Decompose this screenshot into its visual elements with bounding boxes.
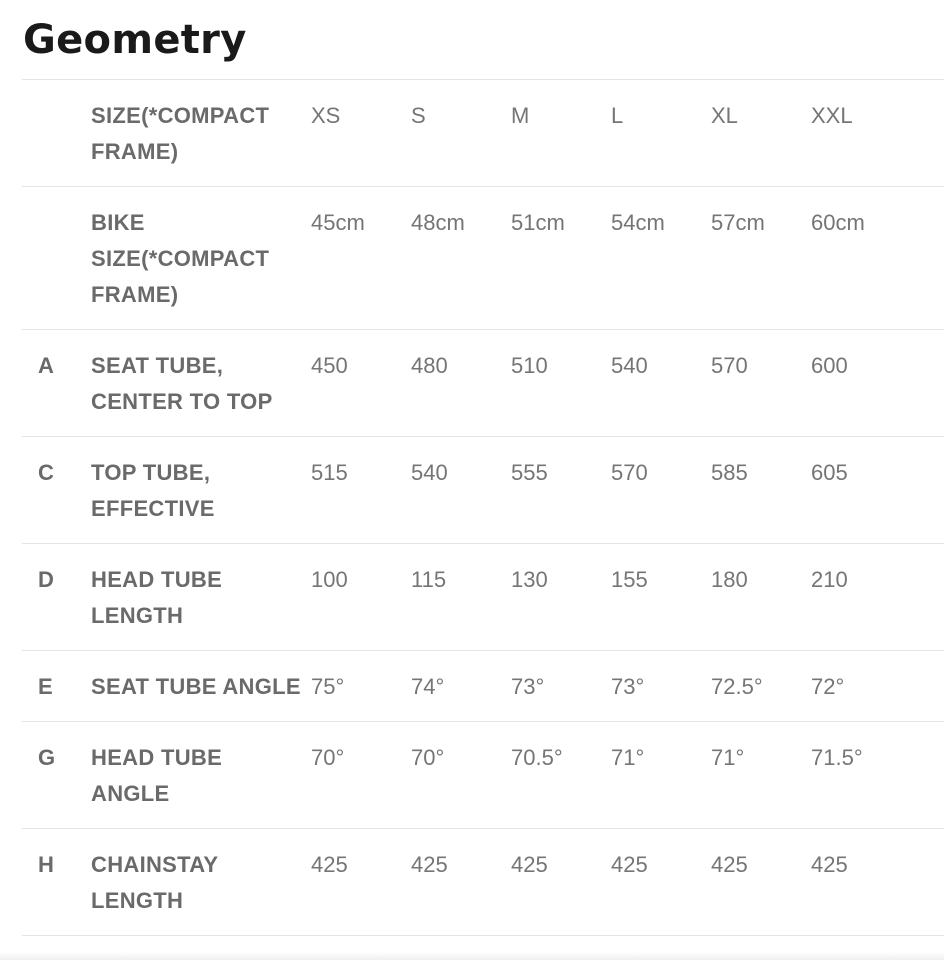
size-s-cell: S bbox=[411, 103, 426, 128]
size-xs-cell: 425 bbox=[311, 852, 348, 877]
size-xs-cell: 100 bbox=[311, 567, 348, 592]
row-label: SEAT TUBE, CENTER TO TOP bbox=[91, 353, 273, 414]
row-letter bbox=[22, 80, 91, 187]
size-m-cell: 51cm bbox=[511, 210, 565, 235]
spacer-cell bbox=[911, 651, 944, 722]
size-s-cell: 425 bbox=[411, 852, 448, 877]
size-m-cell: M bbox=[511, 103, 530, 128]
spacer-cell bbox=[911, 829, 944, 936]
size-s-cell: 70° bbox=[411, 745, 445, 770]
table-row bbox=[22, 330, 944, 437]
page-title: Geometry bbox=[23, 17, 247, 63]
size-xl-cell: 570 bbox=[711, 353, 748, 378]
row-letter: A bbox=[38, 353, 54, 378]
size-xl-cell: 57cm bbox=[711, 210, 765, 235]
geometry-table-body bbox=[22, 80, 944, 936]
size-l-cell: L bbox=[611, 103, 624, 128]
size-xxl-cell: 60cm bbox=[811, 210, 865, 235]
table-row bbox=[22, 187, 944, 330]
row-letter: D bbox=[38, 567, 54, 592]
size-xs-cell: 515 bbox=[311, 460, 348, 485]
size-l-cell: 570 bbox=[611, 460, 648, 485]
size-m-cell: 70.5° bbox=[511, 745, 563, 770]
size-s-cell: 48cm bbox=[411, 210, 465, 235]
size-m-cell: 555 bbox=[511, 460, 548, 485]
spacer-cell bbox=[911, 187, 944, 330]
row-letter: H bbox=[38, 852, 54, 877]
spacer-cell bbox=[911, 330, 944, 437]
size-xs-cell: 45cm bbox=[311, 210, 365, 235]
size-xl-cell: 425 bbox=[711, 852, 748, 877]
size-s-cell: 74° bbox=[411, 674, 445, 699]
size-m-cell: 73° bbox=[511, 674, 545, 699]
size-s-cell: 115 bbox=[411, 567, 447, 592]
table-row bbox=[22, 829, 944, 936]
table-row bbox=[22, 80, 944, 187]
row-letter: G bbox=[38, 745, 56, 770]
size-l-cell: 73° bbox=[611, 674, 645, 699]
row-label: SEAT TUBE ANGLE bbox=[91, 674, 301, 699]
size-xs-cell: XS bbox=[311, 103, 341, 128]
row-letter bbox=[22, 187, 91, 330]
size-xxl-cell: 72° bbox=[811, 674, 845, 699]
table-row bbox=[22, 544, 944, 651]
row-label: HEAD TUBE ANGLE bbox=[91, 745, 223, 806]
size-m-cell: 130 bbox=[511, 567, 548, 592]
spacer-cell bbox=[911, 437, 944, 544]
size-l-cell: 155 bbox=[611, 567, 648, 592]
size-xxl-cell: 425 bbox=[811, 852, 848, 877]
size-xs-cell: 450 bbox=[311, 353, 348, 378]
size-m-cell: 510 bbox=[511, 353, 548, 378]
row-label: TOP TUBE, EFFECTIVE bbox=[91, 460, 215, 521]
row-label: CHAINSTAY LENGTH bbox=[91, 852, 218, 913]
size-s-cell: 480 bbox=[411, 353, 448, 378]
table-row bbox=[22, 651, 944, 722]
size-xxl-cell: 210 bbox=[811, 567, 848, 592]
geometry-table bbox=[22, 79, 944, 936]
size-xxl-cell: 605 bbox=[811, 460, 848, 485]
table-row bbox=[22, 722, 944, 829]
size-xs-cell: 70° bbox=[311, 745, 345, 770]
row-letter: E bbox=[38, 674, 53, 699]
size-xxl-cell: XXL bbox=[811, 103, 853, 128]
table-row bbox=[22, 437, 944, 544]
size-l-cell: 425 bbox=[611, 852, 648, 877]
row-label: BIKE SIZE(*COMPACT FRAME) bbox=[91, 210, 270, 307]
spacer-cell bbox=[911, 544, 944, 651]
bottom-fade bbox=[0, 952, 944, 960]
size-xl-cell: 72.5° bbox=[711, 674, 763, 699]
row-label: HEAD TUBE LENGTH bbox=[91, 567, 223, 628]
size-xl-cell: 71° bbox=[711, 745, 745, 770]
size-xl-cell: 585 bbox=[711, 460, 748, 485]
size-xl-cell: XL bbox=[711, 103, 738, 128]
size-l-cell: 540 bbox=[611, 353, 648, 378]
size-l-cell: 71° bbox=[611, 745, 645, 770]
size-xxl-cell: 600 bbox=[811, 353, 848, 378]
size-xs-cell: 75° bbox=[311, 674, 345, 699]
spacer-cell bbox=[911, 722, 944, 829]
size-xl-cell: 180 bbox=[711, 567, 748, 592]
size-xxl-cell: 71.5° bbox=[811, 745, 863, 770]
size-s-cell: 540 bbox=[411, 460, 448, 485]
spacer-cell bbox=[911, 80, 944, 187]
size-l-cell: 54cm bbox=[611, 210, 665, 235]
row-label: SIZE(*COMPACT FRAME) bbox=[91, 103, 270, 164]
size-m-cell: 425 bbox=[511, 852, 548, 877]
row-letter: C bbox=[38, 460, 54, 485]
